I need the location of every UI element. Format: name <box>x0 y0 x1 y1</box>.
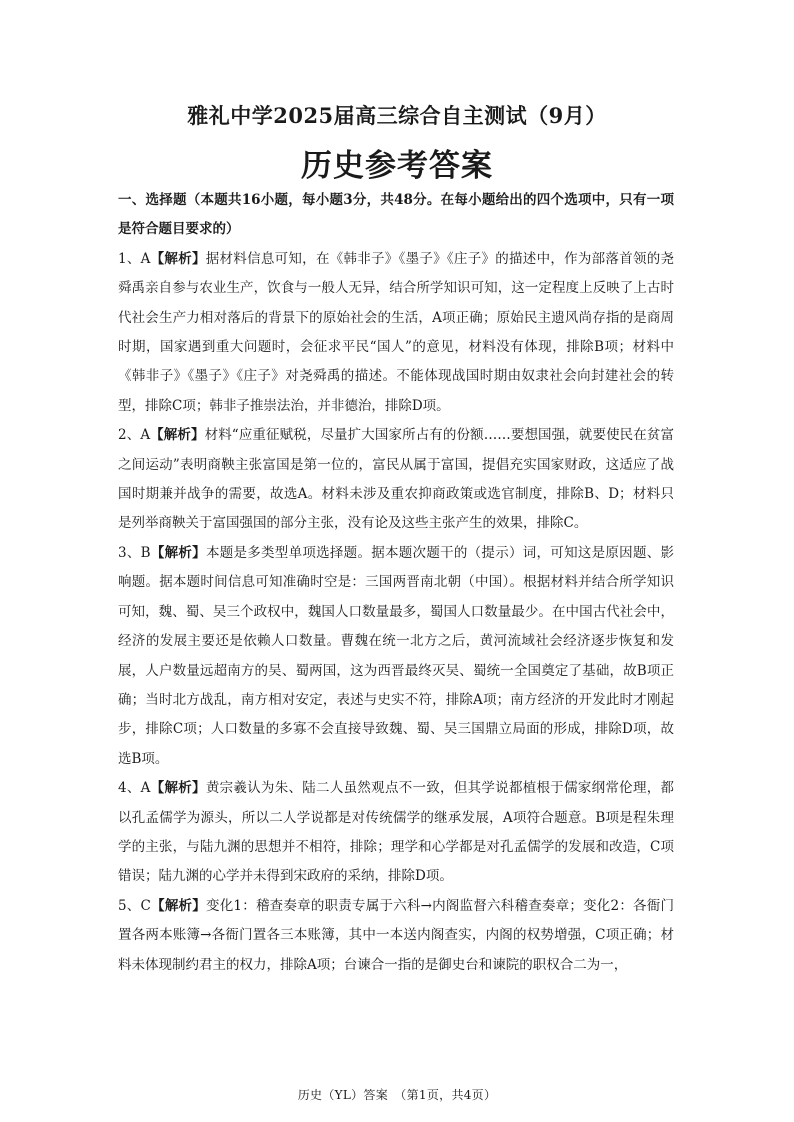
analysis-tag: 【解析】 <box>150 544 206 561</box>
exam-title: 雅礼中学2025届高三综合自主测试（9月） <box>187 103 607 128</box>
analysis-tag: 【解析】 <box>150 250 206 267</box>
answer-letter: A <box>140 780 151 797</box>
section-heading: 一、选择题（本题共16小题，每小题3分，共48分。在每小题给出的四个选项中，只有一项是符合题目要求的） <box>118 192 674 238</box>
answer-content <box>118 186 674 980</box>
page-title: 历史参考答案 <box>301 148 493 184</box>
analysis-tag: 【解析】 <box>150 427 205 444</box>
analysis-text: 黄宗羲认为朱、陆二人虽然观点不一致，但其学说都植根于儒家纲常伦理，都以孔孟儒学为源头，所以二人学说都是对传统儒学的继承发展，A项符合题意。B项是程朱理学的主张，与陆九渊的思想并不相符，排除；理学和心学都是对孔孟儒学的发展和改造，C项错误；陆九渊的心学并未得到宋政府的采纳，排除D项。 <box>118 780 675 885</box>
analysis-tag: 【解析】 <box>150 780 206 797</box>
analysis-text: 本题是多类型单项选择题。据本题次题干的（提示）词，可知这是原因题、影响题。据本题时间信息可知准确时空是：三国两晋南北朝（中国）。根据材料并结合所学知识可知，魏、蜀、吴三个政权中，魏国人口数量最多，蜀国人口数量最少。在中国古代社会中，经济的发展主要还是依赖人口数量。曹魏在统一北方之后，黄河流域社会经济逐步恢复和发展，人户数量远超南方的吴、蜀两国，这为西晋最终灭吴、蜀统一全国奠定了基础，故B项正确；当时北方战乱，南方相对安定，表述与史实不符，排除A项；南方经济的开发此时才刚起步，排除C项；人口数量的多寡不会直接导致魏、蜀、吴三国鼎立局面的形成，排除D项，故选B项。 <box>118 544 674 767</box>
question-number: 2、 <box>118 427 141 444</box>
question-number: 3、 <box>118 544 141 561</box>
analysis-text: 据材料信息可知，在《韩非子》《墨子》《庄子》的描述中，作为部落首领的尧舜禹亲自参与农业生产，饮食与一般人无异，结合所学知识可知，这一定程度上反映了上古时代社会生产力相对落后的背景下的原始社会的生活，A项正确；原始民主遗风尚存指的是商周时期，国家遇到重大问题时，会征求平民“国人”的意见，材料没有体现，排除B项；材料中《韩非子》《墨子》《庄子》对尧舜禹的描述。不能体现战国时期由奴隶社会向封建社会的转型，排除C项；韩非子推崇法治，并非德治，排除D项。 <box>118 250 675 414</box>
page-footer: 历史（YL）答案 （第1页，共4页） <box>297 1088 497 1102</box>
question-number: 1、 <box>118 250 141 267</box>
answer-letter: C <box>140 897 151 914</box>
answer-item-3 <box>118 539 674 774</box>
answer-letter: A <box>140 250 151 267</box>
answer-letter: A <box>140 427 151 444</box>
analysis-text: 材料“应重征赋税，尽量扩大国家所占有的份额……要想国强，就要使民在贫富之间运动”表明商鞅主张富国是第一位的，富民从属于富国，提倡充实国家财政，这适应了战国时期兼并战争的需要，故选A。材料未涉及重农抑商政策或选官制度，排除B、D；材料只是列举商鞅关于富国强国的部分主张，没有论及这些主张产生的效果，排除C。 <box>118 427 675 532</box>
answer-letter: B <box>140 544 151 561</box>
question-number: 5、 <box>118 897 141 914</box>
answer-item-5 <box>118 892 674 980</box>
question-number: 4、 <box>118 780 141 797</box>
analysis-tag: 【解析】 <box>150 897 206 914</box>
answer-item-2 <box>118 421 674 539</box>
answer-item-1 <box>118 245 674 421</box>
answer-item-4 <box>118 774 674 892</box>
analysis-text: 变化1：稽查奏章的职责专属于六科→内阁监督六科稽查奏章；变化2：各衙门置各两本账簿→各衙门置各三本账簿，其中一本送内阁查实，内阁的权势增强，C项正确；材料未体现制约君主的权力，排除A项；台谏合一指的是御史台和谏院的职权合二为一， <box>118 897 674 973</box>
